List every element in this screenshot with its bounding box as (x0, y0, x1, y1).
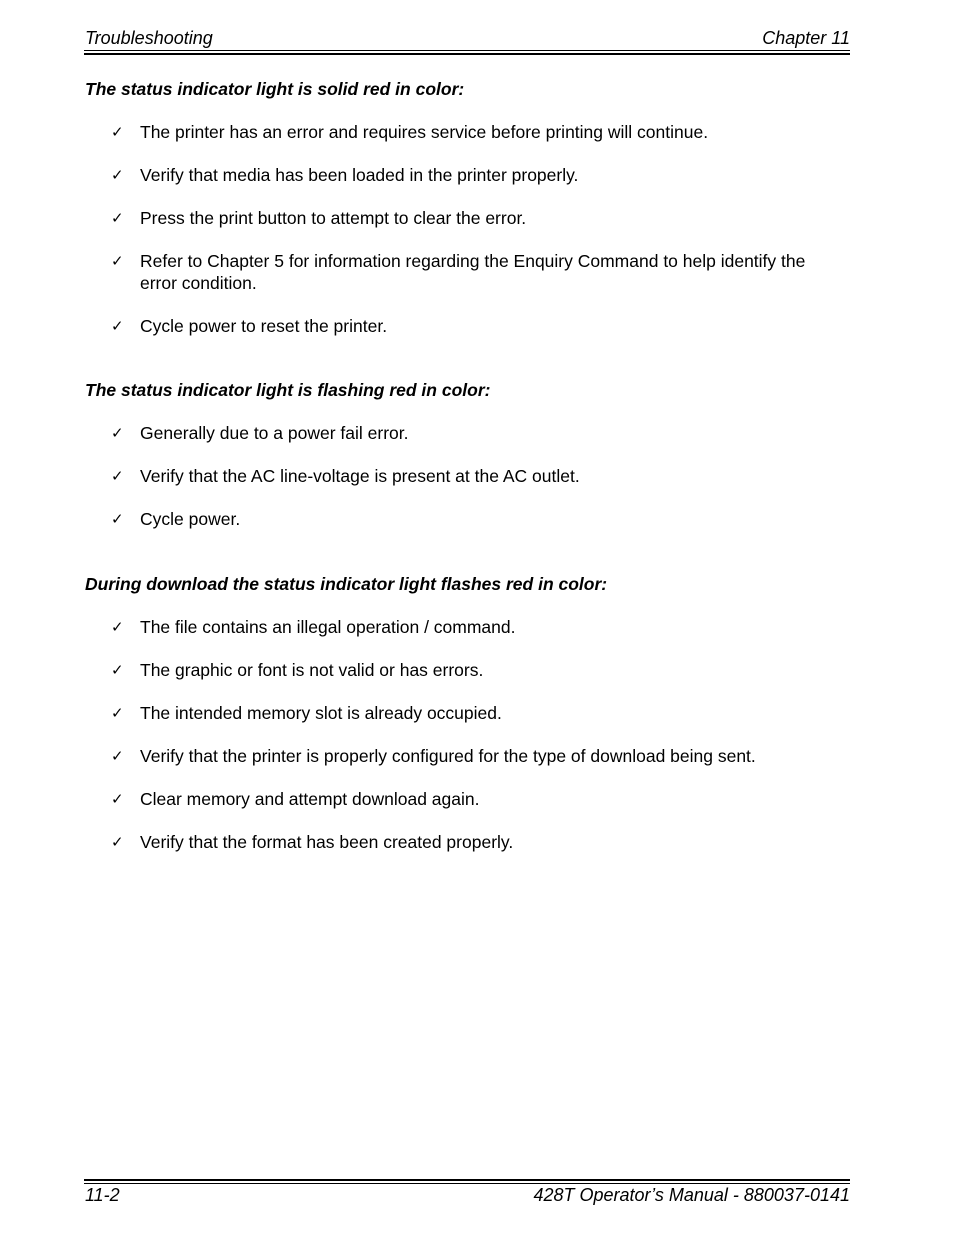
header-section-title: Troubleshooting (85, 28, 213, 48)
list-item (84, 164, 850, 186)
checklist (84, 121, 850, 337)
list-item (84, 702, 850, 724)
list-item (84, 250, 850, 294)
section-solid-red (84, 78, 850, 337)
checkmark-icon: ✓ (111, 790, 124, 808)
list-item-text: The intended memory slot is already occupied. (140, 703, 502, 723)
checkmark-icon: ✓ (111, 704, 124, 722)
checkmark-icon: ✓ (111, 209, 124, 227)
checkmark-icon: ✓ (111, 123, 124, 141)
list-item-text: Generally due to a power fail error. (140, 423, 409, 443)
list-item-text: The graphic or font is not valid or has errors. (140, 660, 484, 680)
list-item (84, 745, 850, 767)
page-number: 11-2 (85, 1185, 120, 1205)
list-item-text: The printer has an error and requires service before printing will continue. (140, 122, 709, 142)
section-heading: The status indicator light is flashing red in color: (85, 380, 491, 400)
checkmark-icon: ✓ (111, 166, 124, 184)
footer-rule-top (84, 1179, 850, 1181)
list-item (84, 616, 850, 638)
header-rule-top (84, 50, 850, 51)
checkmark-icon: ✓ (111, 467, 124, 485)
header-chapter: Chapter 11 (762, 28, 850, 48)
checklist (84, 422, 850, 530)
page-footer (84, 1184, 850, 1210)
checkmark-icon: ✓ (111, 833, 124, 851)
checkmark-icon: ✓ (111, 317, 124, 335)
list-item-text: Refer to Chapter 5 for information regarding the Enquiry Command to help identify the error condition. (140, 251, 806, 293)
list-item-text: Verify that the format has been created properly. (140, 832, 514, 852)
checkmark-icon: ✓ (111, 747, 124, 765)
manual-title: 428T Operator’s Manual - 880037-0141 (533, 1185, 850, 1205)
list-item-text: Cycle power to reset the printer. (140, 316, 388, 336)
checkmark-icon: ✓ (111, 424, 124, 442)
checkmark-icon: ✓ (111, 252, 124, 270)
list-item (84, 465, 850, 487)
list-item-text: Clear memory and attempt download again. (140, 789, 480, 809)
list-item (84, 788, 850, 810)
list-item (84, 831, 850, 853)
list-item (84, 422, 850, 444)
checkmark-icon: ✓ (111, 618, 124, 636)
checkmark-icon: ✓ (111, 661, 124, 679)
list-item (84, 659, 850, 681)
list-item-text: Verify that the AC line-voltage is present at the AC outlet. (140, 466, 580, 486)
list-item-text: Cycle power. (140, 509, 241, 529)
section-heading: The status indicator light is solid red in color: (85, 79, 465, 99)
section-download-flashes (84, 573, 850, 853)
list-item-text: Verify that the printer is properly configured for the type of download being sent. (140, 746, 756, 766)
header-rule-bottom (84, 53, 850, 55)
checkmark-icon: ✓ (111, 510, 124, 528)
checklist (84, 616, 850, 853)
list-item (84, 207, 850, 229)
list-item-text: The file contains an illegal operation / command. (140, 617, 516, 637)
list-item (84, 508, 850, 530)
section-heading: During download the status indicator light flashes red in color: (85, 574, 608, 594)
list-item (84, 315, 850, 337)
list-item (84, 121, 850, 143)
list-item-text: Press the print button to attempt to clear the error. (140, 208, 527, 228)
section-flashing-red (84, 379, 850, 530)
list-item-text: Verify that media has been loaded in the printer properly. (140, 165, 579, 185)
